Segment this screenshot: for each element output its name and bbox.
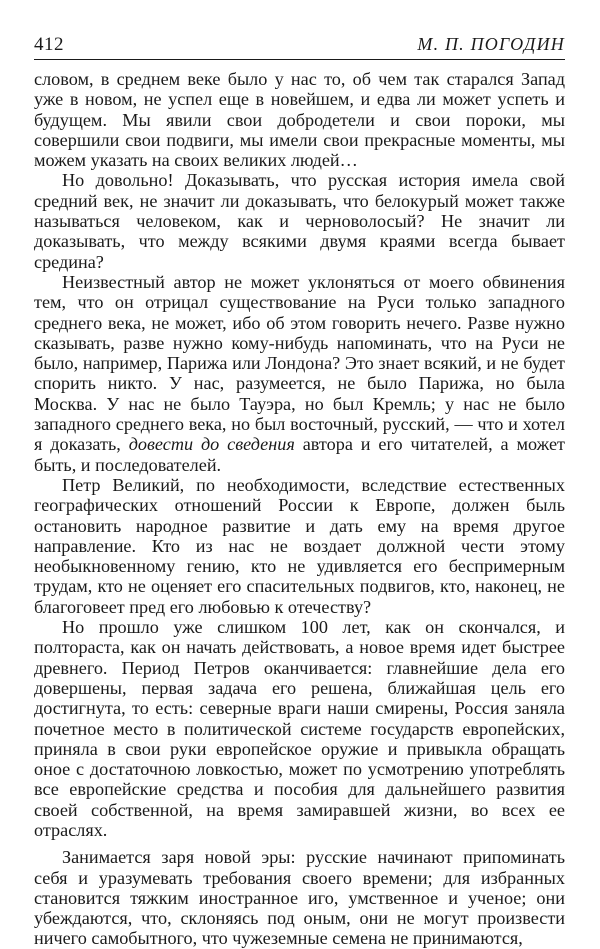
running-header: [34, 34, 565, 60]
paragraph-1: словом, в среднем веке было у нас то, об чем так старался Запад уже в новом, не успел еще в новейшем, и едва ли может успеть и будущем. Мы явили свои добродетели и свои пороки, мы совершили свои подвиги, мы имели свои прекрасные моменты, мы можем указать на своих великих людей…: [34, 69, 565, 171]
paragraph-2: Но довольно! Доказывать, что русская история имела свой средний век, не значит ли доказывать, что белокурый может также называться человеком, как и черноволосый? Не значит ли доказывать, что между всякими двумя краями всегда бывает средина?: [34, 170, 565, 272]
book-page: [34, 34, 565, 949]
paragraph-5: Но прошло уже слишком 100 лет, как он скончался, и полтораста, как он начать действовать, а новое время идет быстрее древнего. Период Петров оканчивается: главнейшие дела его довершены, первая задача его решена, ближайшая цель его достигнута, то есть: северные враги наши смирены, Россия заняла почетное место в политической системе государств европейских, приняла в свои руки европейское оружие и привыкла обращать оное с достаточною ловкостью, может по усмотрению употреблять все европейские средства и пособия для дальнейшего развития своей собственной, на время замиравшей жизни, во всех ее отраслях.: [34, 617, 565, 840]
paragraph-6: Занимается заря новой эры: русские начинают припоминать себя и уразумевать требования своего времени; для избранных становится тяжким иностранное иго, умственное и ученое; они убеждаются, что, склоняясь под оным, они не могут произвести ничего самобытного, что чужеземные семена не принимаются,: [34, 847, 565, 949]
text-body: [34, 69, 565, 949]
paragraph-3: [34, 272, 565, 475]
paragraph-4: Петр Великий, по необходимости, вследствие естественных географических отношений России к Европе, должен быль остановить народное развитие и дать ему на время другое направление. Кто из нас не воздает должной чести этому необыкновенному гению, кто не удивляется его беспримерным трудам, кто не оценяет его спасительных подвигов, кто, наконец, не благоговеет пред его любовью к отечеству?: [34, 474, 565, 617]
running-head-author: М. П. ПОГОДИН: [417, 34, 565, 54]
paragraph-3-emphasis: довести до сведения: [128, 434, 295, 455]
page-number: 412: [34, 34, 64, 55]
paragraph-3-text-before: Неизвестный автор не может уклоняться от моего обвинения тем, что он отрицал существование на Руси только западного среднего века, не может, ибо об этом говорить нечего. Разве нужно сказывать, разве нужно кому-нибудь напоминать, что на Руси не было, например, Парижа или Лондона? Это знает всякий, и не будет спорить никто. У нас, разумеется, не было Парижа, но была Москва. У нас не было Тауэра, но был Кремль; у нас не было западного среднего века, но был восточный, русский, — что и хотел я доказать,: [34, 271, 565, 455]
paragraph-3-text-after: автора и его читателей, а может быть, и последователей.: [34, 434, 565, 475]
